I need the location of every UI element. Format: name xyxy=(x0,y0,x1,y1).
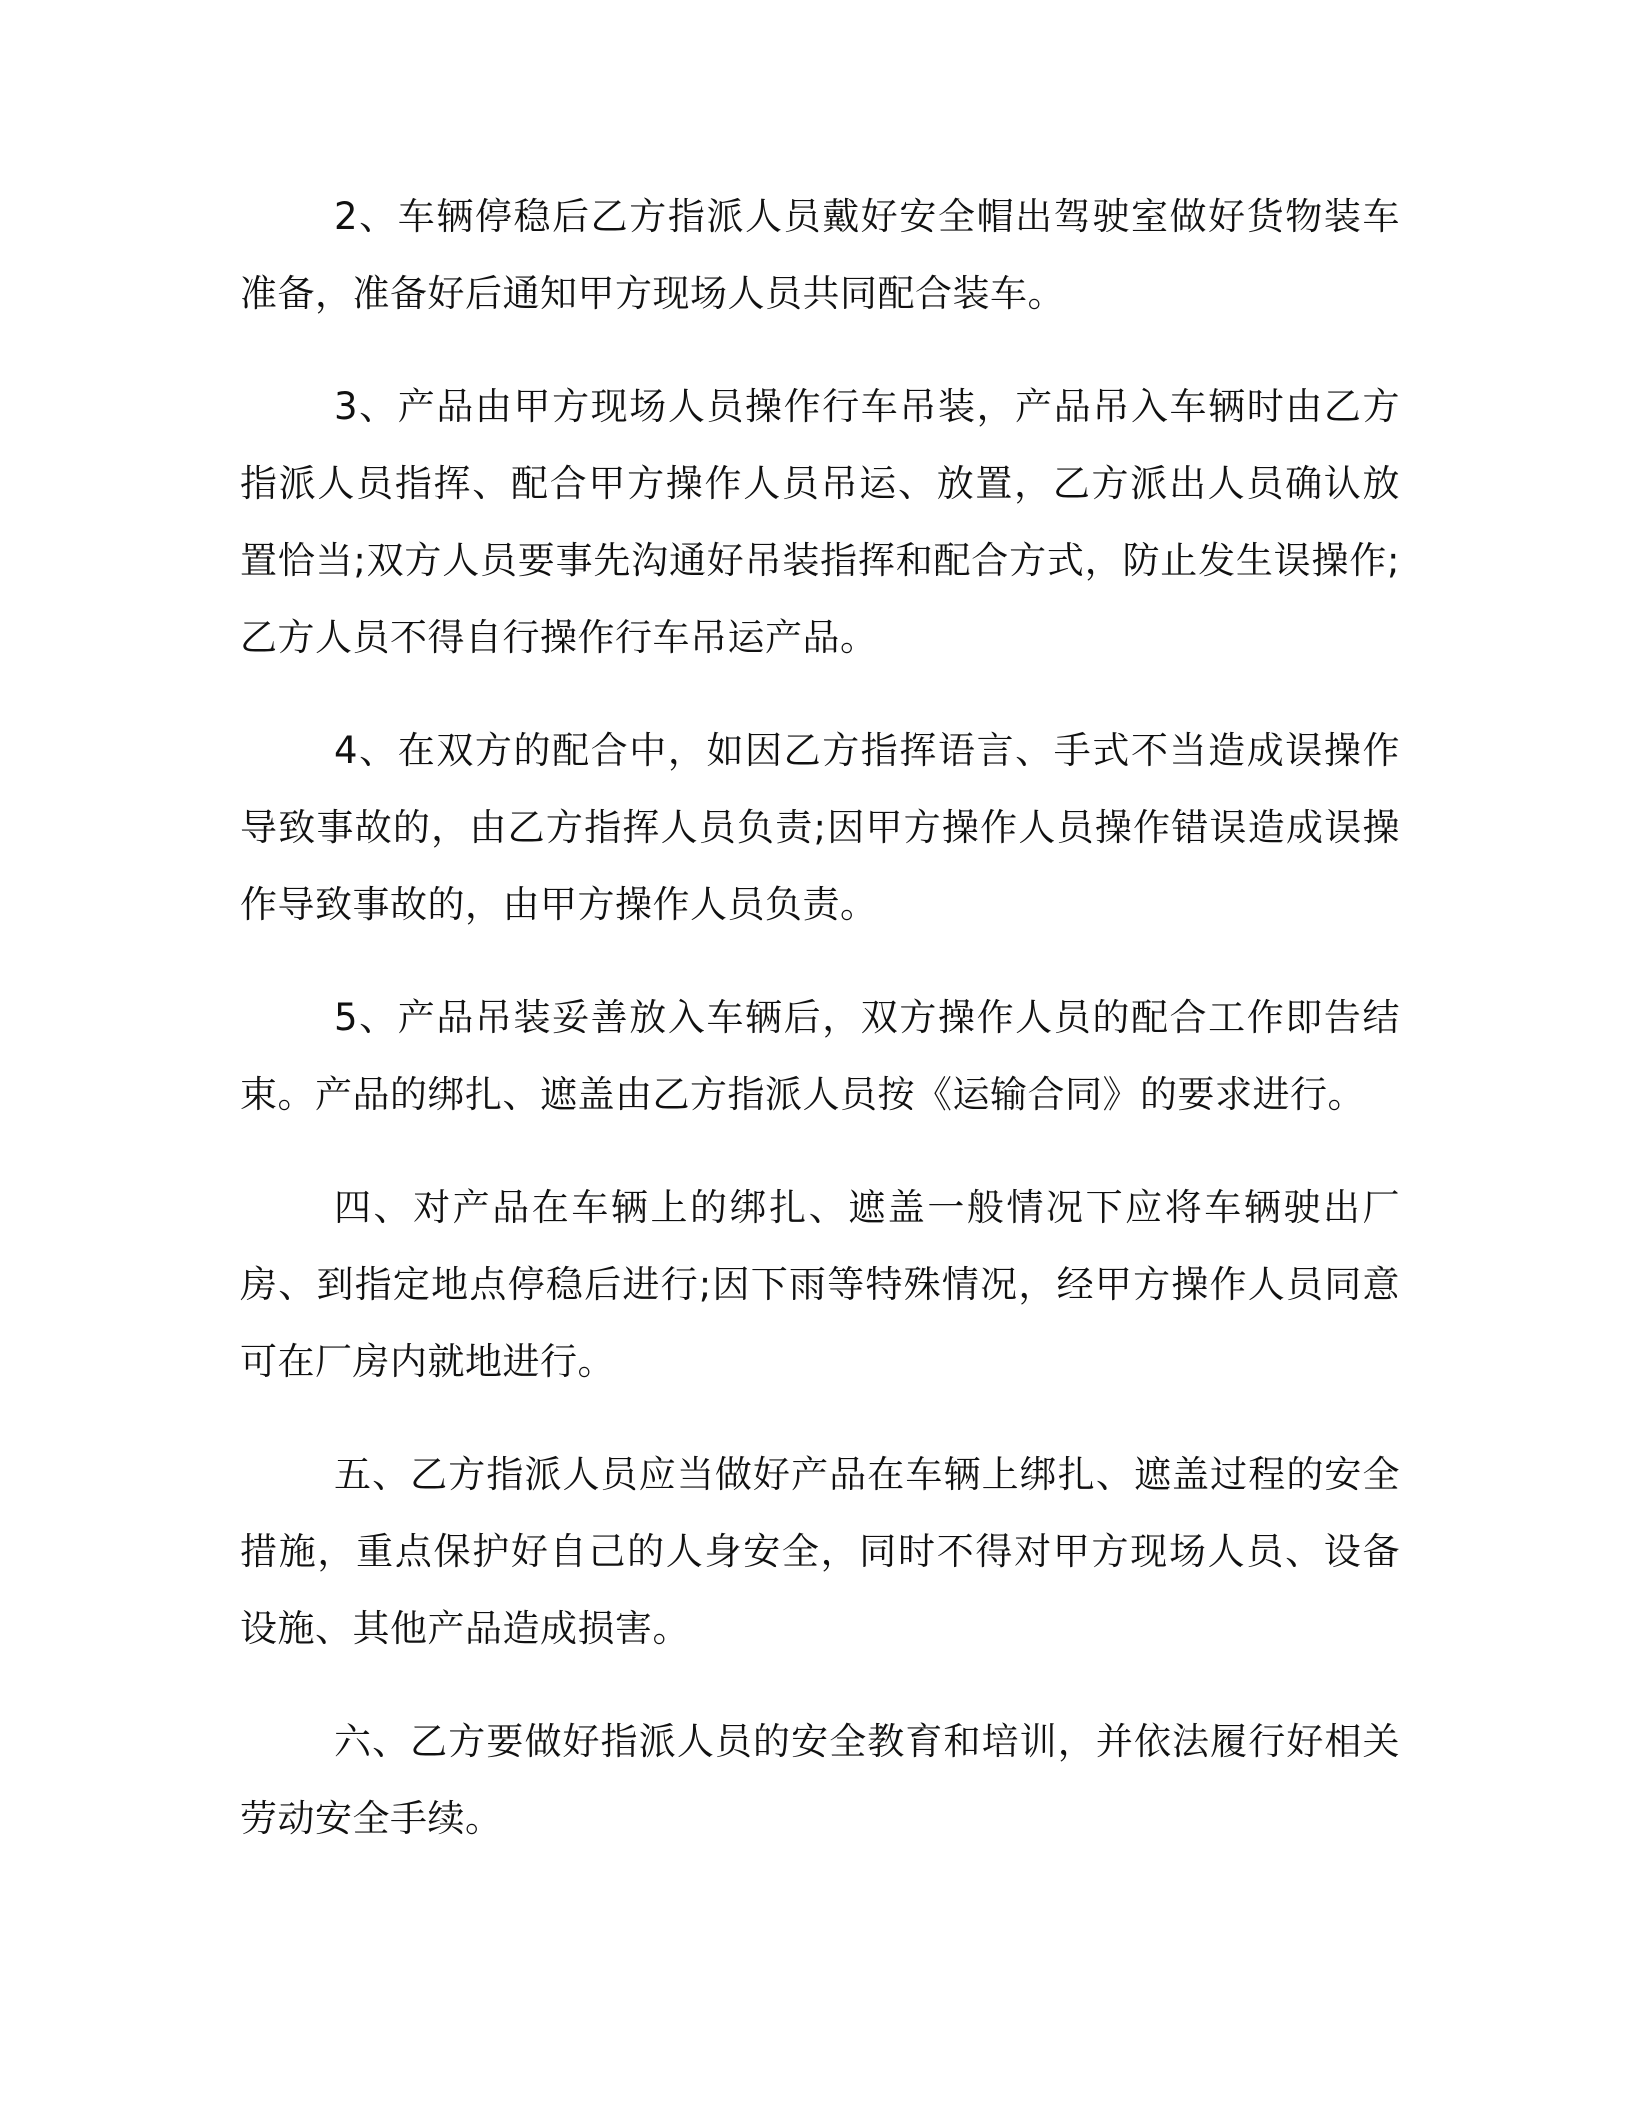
document-body xyxy=(240,178,1400,1893)
paragraph-section-4: 四、对产品在车辆上的绑扎、遮盖一般情况下应将车辆驶出厂房、到指定地点停稳后进行;因下雨等特殊情况，经甲方操作人员同意可在厂房内就地进行。 xyxy=(240,1186,1400,1383)
paragraph-item-2: 2、车辆停稳后乙方指派人员戴好安全帽出驾驶室做好货物装车准备，准备好后通知甲方现场人员共同配合装车。 xyxy=(240,195,1400,315)
paragraph-item-5: 5、产品吊装妥善放入车辆后，双方操作人员的配合工作即告结束。产品的绑扎、遮盖由乙方指派人员按《运输合同》的要求进行。 xyxy=(240,996,1400,1116)
paragraph-item-3: 3、产品由甲方现场人员操作行车吊装，产品吊入车辆时由乙方指派人员指挥、配合甲方操作人员吊运、放置，乙方派出人员确认放置恰当;双方人员要事先沟通好吊装指挥和配合方式，防止发生误操作;乙方人员不得自行操作行车吊运产品。 xyxy=(240,385,1400,659)
paragraph-section-6: 六、乙方要做好指派人员的安全教育和培训，并依法履行好相关劳动安全手续。 xyxy=(240,1720,1400,1840)
paragraph-item-4: 4、在双方的配合中，如因乙方指挥语言、手式不当造成误操作导致事故的，由乙方指挥人员负责;因甲方操作人员操作错误造成误操作导致事故的，由甲方操作人员负责。 xyxy=(240,729,1400,926)
paragraph-section-5: 五、乙方指派人员应当做好产品在车辆上绑扎、遮盖过程的安全措施，重点保护好自己的人身安全，同时不得对甲方现场人员、设备设施、其他产品造成损害。 xyxy=(240,1453,1400,1650)
